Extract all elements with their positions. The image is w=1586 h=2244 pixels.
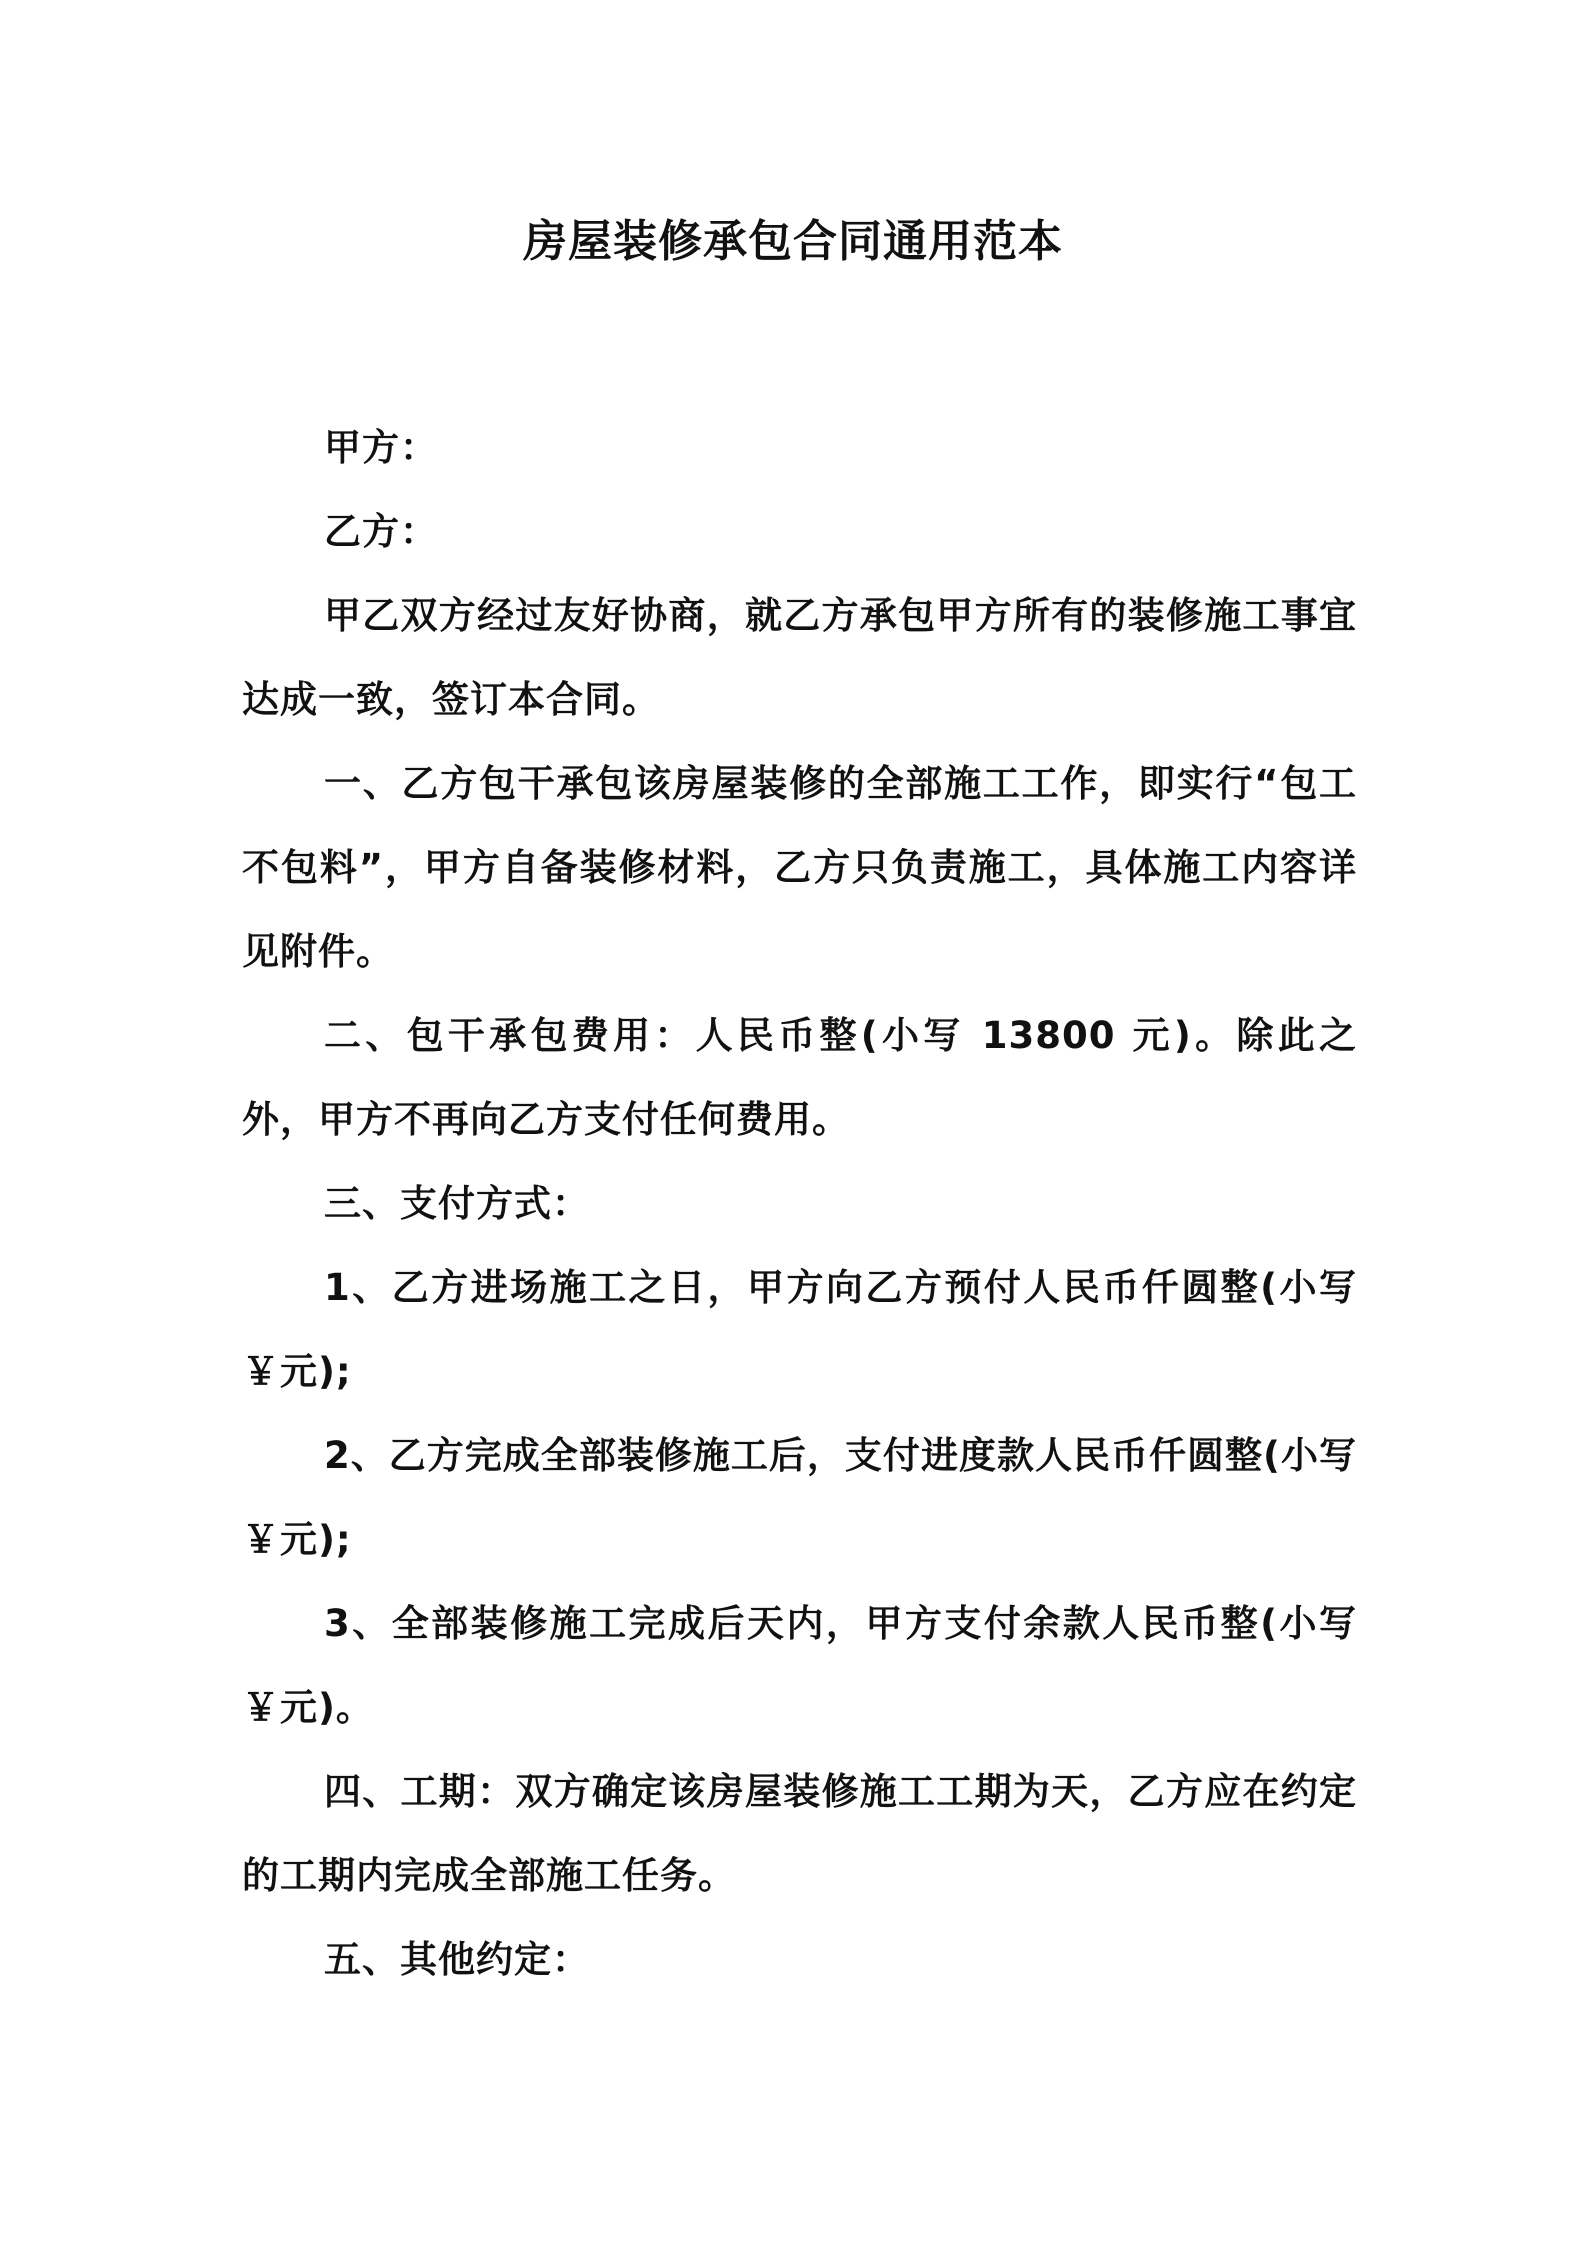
clause-2-paragraph: 二、包干承包费用：人民币整(小写 13800 元)。除此之外，甲方不再向乙方支付任何费用。 (242, 1014, 1357, 1141)
clause-3-heading: 三、支付方式： (324, 1182, 590, 1225)
preamble-paragraph: 甲乙双方经过友好协商，就乙方承包甲方所有的装修施工事宜达成一致，签订本合同。 (242, 594, 1357, 721)
payment-item-2: 2、乙方完成全部装修施工后，支付进度款人民币仟圆整(小写￥元); (242, 1434, 1357, 1561)
clause-1-paragraph: 一、乙方包干承包该房屋装修的全部施工工作，即实行“包工不包料”，甲方自备装修材料，乙方只负责施工，具体施工内容详见附件。 (242, 762, 1357, 973)
clause-5-heading: 五、其他约定： (324, 1938, 590, 1981)
payment-item-3: 3、全部装修施工完成后天内，甲方支付余款人民币整(小写￥元)。 (242, 1602, 1357, 1729)
document-body (242, 406, 1357, 2002)
payment-item-1: 1、乙方进场施工之日，甲方向乙方预付人民币仟圆整(小写￥元); (242, 1266, 1357, 1393)
party-b-line: 乙方： (324, 510, 438, 553)
document-title: 房屋装修承包合同通用范本 (523, 216, 1063, 267)
clause-4-paragraph: 四、工期：双方确定该房屋装修施工工期为天，乙方应在约定的工期内完成全部施工任务。 (242, 1770, 1357, 1897)
party-a-line: 甲方： (324, 426, 438, 469)
